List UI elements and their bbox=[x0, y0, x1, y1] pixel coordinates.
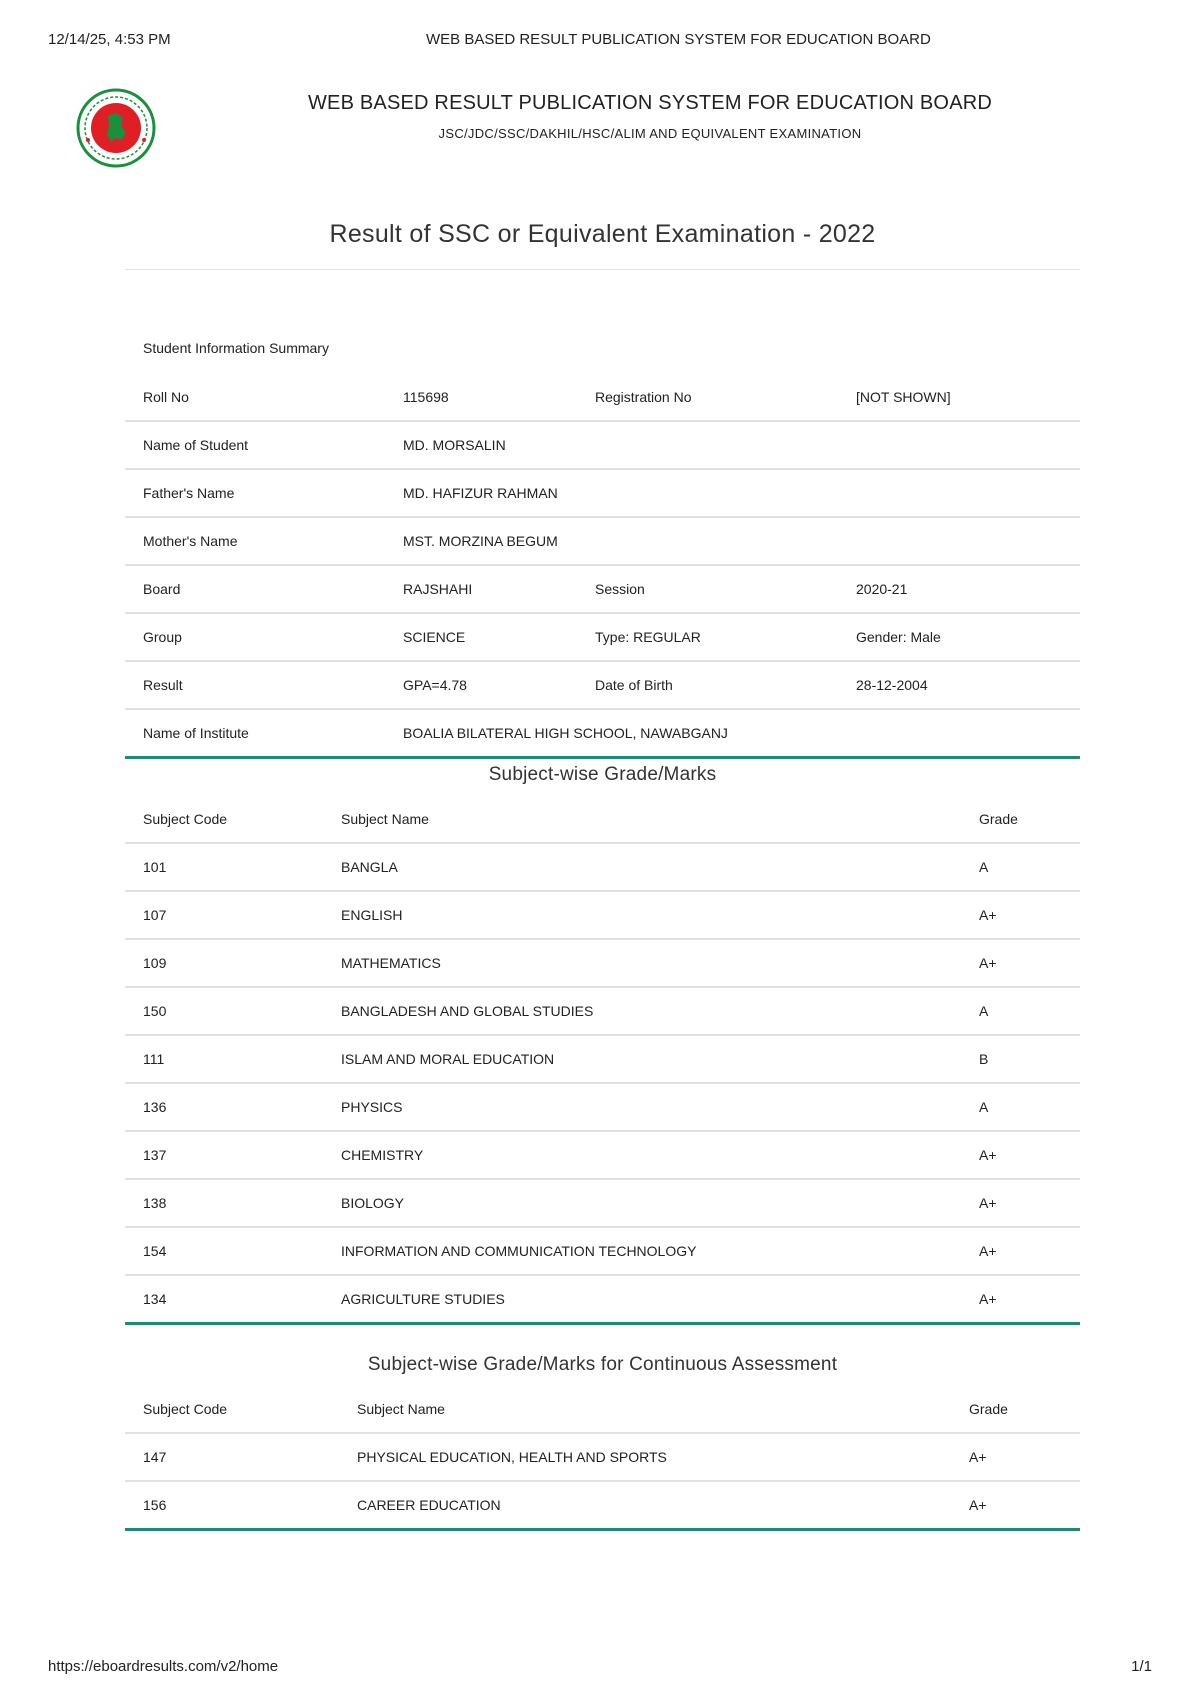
session-label: Session bbox=[577, 565, 838, 613]
subject-grade: A bbox=[961, 1083, 1080, 1131]
mother-name-label: Mother's Name bbox=[125, 517, 385, 565]
subject-grade: A+ bbox=[961, 1179, 1080, 1227]
print-datetime: 12/14/25, 4:53 PM bbox=[48, 31, 171, 48]
subject-name: AGRICULTURE STUDIES bbox=[323, 1275, 961, 1323]
subject-grade: A+ bbox=[961, 1275, 1080, 1323]
table-row bbox=[125, 1035, 1080, 1083]
continuous-header-row bbox=[125, 1385, 1080, 1433]
continuous-table-wrap bbox=[125, 1385, 1080, 1531]
subject-grade: A+ bbox=[951, 1481, 1080, 1529]
table-row bbox=[125, 1227, 1080, 1275]
subject-grade: A+ bbox=[961, 1227, 1080, 1275]
subject-name: INFORMATION AND COMMUNICATION TECHNOLOGY bbox=[323, 1227, 961, 1275]
registration-label: Registration No bbox=[595, 388, 692, 405]
info-row-board bbox=[125, 565, 1080, 613]
subject-name: ENGLISH bbox=[323, 891, 961, 939]
subject-grade: A bbox=[961, 843, 1080, 891]
subject-grade: A+ bbox=[961, 891, 1080, 939]
institute-label: Name of Institute bbox=[125, 709, 385, 757]
print-url[interactable]: https://eboardresults.com/v2/home bbox=[48, 1658, 279, 1675]
subject-code: 111 bbox=[125, 1035, 323, 1083]
result-value: GPA=4.78 bbox=[385, 661, 577, 709]
board-label: Board bbox=[125, 565, 385, 613]
institute-value: BOALIA BILATERAL HIGH SCHOOL, NAWABGANJ bbox=[385, 709, 1080, 757]
info-row-mother bbox=[125, 517, 1080, 565]
grades-title: Subject-wise Grade/Marks bbox=[488, 764, 717, 785]
column-header-grade: Grade bbox=[969, 1400, 1008, 1417]
subject-code: 134 bbox=[125, 1275, 323, 1323]
registration-value: [NOT SHOWN] bbox=[856, 388, 951, 405]
board-value: RAJSHAHI bbox=[385, 565, 577, 613]
student-info-table-wrap bbox=[125, 373, 1080, 759]
table-row bbox=[125, 1275, 1080, 1323]
table-row bbox=[125, 939, 1080, 987]
table-row bbox=[125, 1131, 1080, 1179]
table-row bbox=[125, 891, 1080, 939]
roll-label: Roll No bbox=[143, 388, 189, 405]
mother-name-value: MST. MORZINA BEGUM bbox=[385, 517, 1080, 565]
subject-name: CHEMISTRY bbox=[323, 1131, 961, 1179]
type-text: Type: REGULAR bbox=[577, 613, 838, 661]
student-info-table bbox=[125, 373, 1080, 759]
subject-grade: A+ bbox=[961, 1131, 1080, 1179]
grades-header-row bbox=[125, 795, 1080, 843]
column-header-code: Subject Code bbox=[143, 810, 228, 827]
table-row bbox=[125, 1083, 1080, 1131]
print-header bbox=[48, 31, 1152, 51]
subject-code: 136 bbox=[125, 1083, 323, 1131]
column-header-name: Subject Name bbox=[357, 1400, 445, 1417]
subject-code: 150 bbox=[125, 987, 323, 1035]
subject-code: 101 bbox=[125, 843, 323, 891]
column-header-code: Subject Code bbox=[143, 1400, 228, 1417]
student-name-label: Name of Student bbox=[125, 421, 385, 469]
session-value: 2020-21 bbox=[838, 565, 1080, 613]
subject-code: 107 bbox=[125, 891, 323, 939]
subject-name: ISLAM AND MORAL EDUCATION bbox=[323, 1035, 961, 1083]
summary-label: Student Information Summary bbox=[143, 340, 329, 356]
subject-name: PHYSICS bbox=[323, 1083, 961, 1131]
subject-code: 138 bbox=[125, 1179, 323, 1227]
dob-label: Date of Birth bbox=[577, 661, 838, 709]
column-header-name: Subject Name bbox=[341, 810, 429, 827]
subject-name: CAREER EDUCATION bbox=[339, 1481, 951, 1529]
continuous-table bbox=[125, 1385, 1080, 1531]
subject-code: 156 bbox=[125, 1481, 339, 1529]
table-row bbox=[125, 1433, 1080, 1481]
site-subtitle: JSC/JDC/SSC/DAKHIL/HSC/ALIM AND EQUIVALENT EXAMINATION bbox=[438, 126, 862, 141]
continuous-title: Subject-wise Grade/Marks for Continuous Assessment bbox=[367, 1354, 838, 1375]
table-row bbox=[125, 1179, 1080, 1227]
table-row bbox=[125, 987, 1080, 1035]
info-row-father bbox=[125, 469, 1080, 517]
student-name-value: MD. MORSALIN bbox=[385, 421, 1080, 469]
subject-code: 137 bbox=[125, 1131, 323, 1179]
info-row-roll bbox=[125, 373, 1080, 421]
subject-grade: A bbox=[961, 987, 1080, 1035]
site-title: WEB BASED RESULT PUBLICATION SYSTEM FOR EDUCATION BOARD bbox=[307, 92, 993, 114]
gender-text: Gender: Male bbox=[838, 613, 1080, 661]
subject-grade: B bbox=[961, 1035, 1080, 1083]
table-row bbox=[125, 843, 1080, 891]
info-row-name bbox=[125, 421, 1080, 469]
subject-name: BANGLA bbox=[323, 843, 961, 891]
father-name-label: Father's Name bbox=[125, 469, 385, 517]
roll-value: 115698 bbox=[403, 388, 449, 405]
dob-value: 28-12-2004 bbox=[838, 661, 1080, 709]
grades-table-wrap bbox=[125, 795, 1080, 1325]
info-row-result bbox=[125, 661, 1080, 709]
result-label: Result bbox=[125, 661, 385, 709]
group-value: SCIENCE bbox=[385, 613, 577, 661]
table-row bbox=[125, 1481, 1080, 1529]
print-page-number: 1/1 bbox=[1131, 1658, 1152, 1675]
subject-code: 154 bbox=[125, 1227, 323, 1275]
subject-grade: A+ bbox=[961, 939, 1080, 987]
grades-table bbox=[125, 795, 1080, 1325]
subject-code: 109 bbox=[125, 939, 323, 987]
subject-grade: A+ bbox=[951, 1433, 1080, 1481]
group-label: Group bbox=[125, 613, 385, 661]
info-row-group bbox=[125, 613, 1080, 661]
subject-name: BIOLOGY bbox=[323, 1179, 961, 1227]
subject-name: MATHEMATICS bbox=[323, 939, 961, 987]
print-footer bbox=[48, 1658, 1152, 1678]
subject-name: PHYSICAL EDUCATION, HEALTH AND SPORTS bbox=[339, 1433, 951, 1481]
column-header-grade: Grade bbox=[979, 810, 1018, 827]
print-doc-title: WEB BASED RESULT PUBLICATION SYSTEM FOR EDUCATION BOARD bbox=[426, 31, 931, 48]
title-divider bbox=[125, 269, 1080, 270]
father-name-value: MD. HAFIZUR RAHMAN bbox=[385, 469, 1080, 517]
subject-name: BANGLADESH AND GLOBAL STUDIES bbox=[323, 987, 961, 1035]
exam-title: Result of SSC or Equivalent Examination - 2022 bbox=[329, 220, 876, 248]
subject-code: 147 bbox=[125, 1433, 339, 1481]
info-row-institute bbox=[125, 709, 1080, 757]
